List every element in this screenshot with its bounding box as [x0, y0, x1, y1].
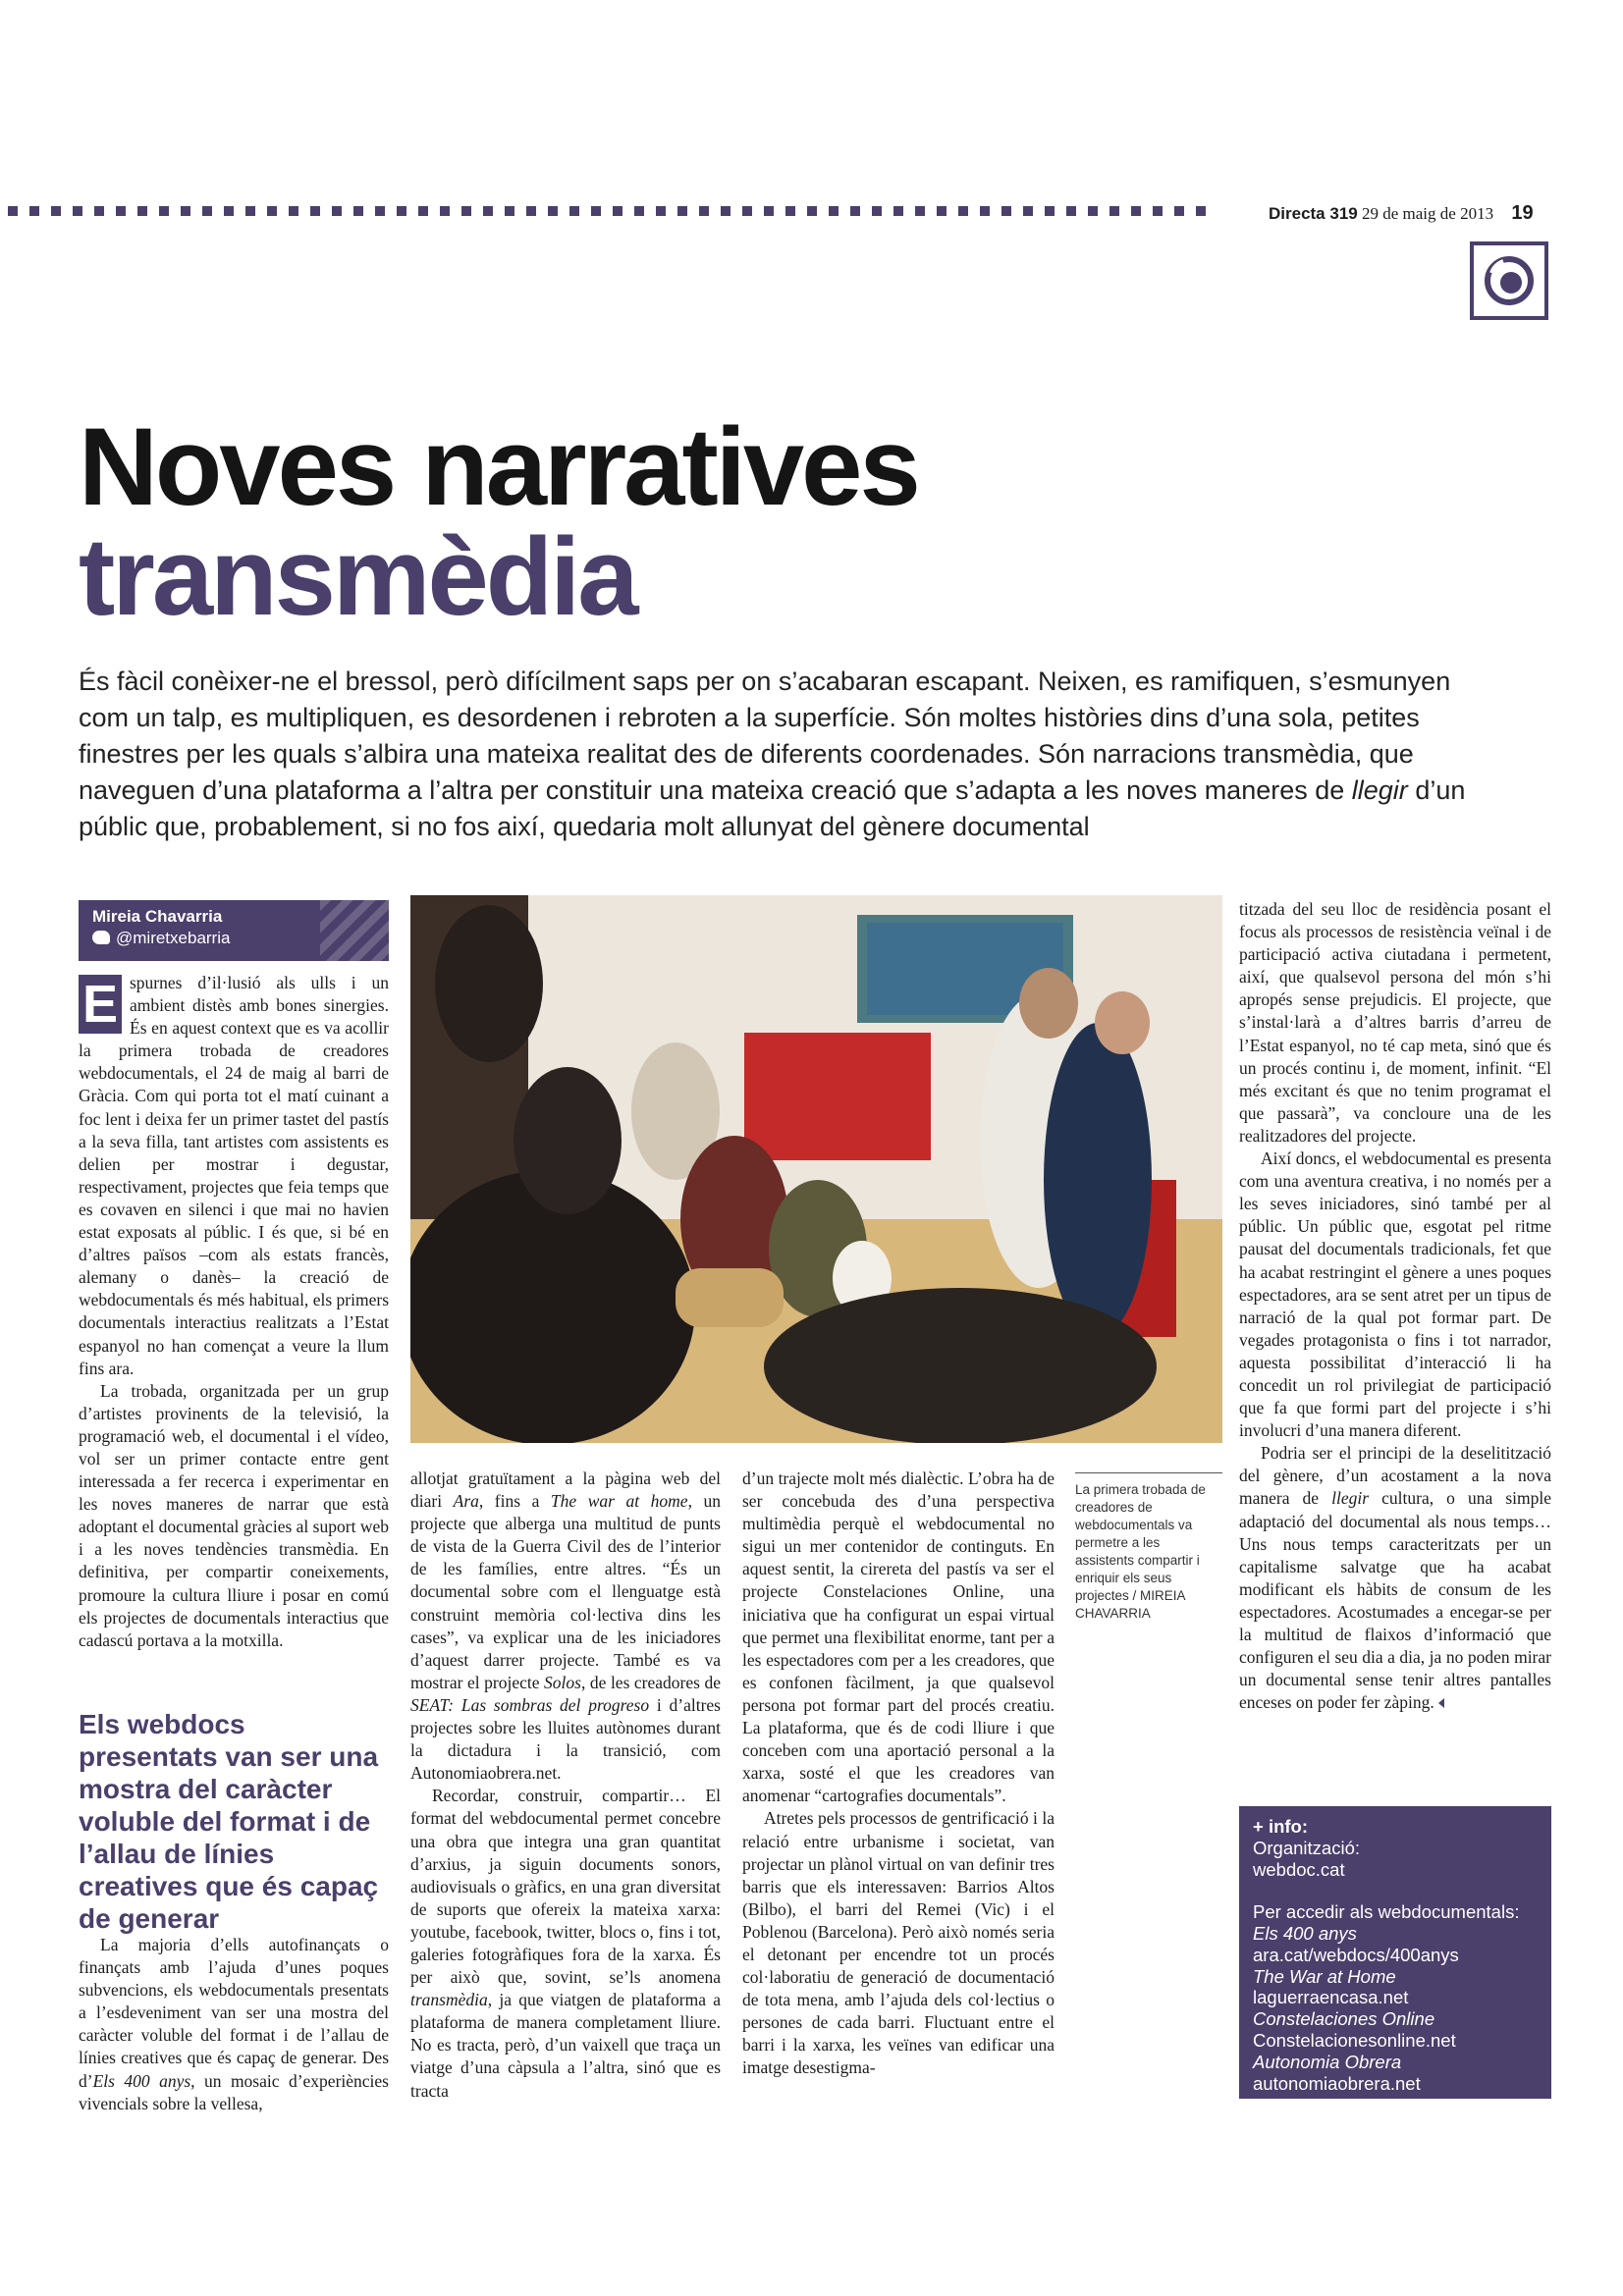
p4-text-e: i d’altres projectes sobre les lluites autònomes durant la dictadura i la transició, com Autonomiaobrera.net. — [410, 1694, 721, 1784]
p4-em-3: Solos — [544, 1672, 581, 1692]
p4-em-4: SEAT: Las sombras del progreso — [410, 1694, 650, 1715]
info-spacer — [1253, 1880, 1538, 1901]
photo-credit: MIREIA CHAVARRIA — [1075, 1588, 1185, 1621]
header-dot — [440, 206, 450, 216]
header-dot — [505, 206, 514, 216]
author-handle[interactable] — [92, 929, 375, 948]
issue-date: 29 de maig de 2013 — [1361, 204, 1494, 223]
header-dot — [1109, 206, 1119, 216]
header-dot — [915, 206, 925, 216]
p4-em-1: Ara — [453, 1491, 479, 1512]
header-dotted-rule — [8, 206, 1214, 218]
header-dot — [591, 206, 601, 216]
info-item-1-name: Els 400 anys — [1253, 1922, 1357, 1944]
info-access-label: Per accedir als webdocumentals: — [1253, 1901, 1520, 1923]
header-dot — [353, 206, 363, 216]
lead-text-end: d’un públic que, probablement, si no fos així, quedaria molt allunyat del gènere documental — [79, 775, 1466, 841]
info-org-url[interactable]: webdoc.cat — [1253, 1858, 1345, 1880]
header-dot — [677, 206, 687, 216]
page-number: 19 — [1511, 202, 1534, 224]
paragraph-7: Atretes pels processos de gentrificació i la relació entre urbanisme i societat, van projectar un plànol virtual on van definir tres barris que els interessaven: Barrios Altos (Bilbo), el barri del Remei (Vic) i el Poblenou (Barcelona). Però això només seria el detonant per encendre tot un procés col·laboratiu de generació de documentació de tota mena, amb l’ajuda dels col·lectius o persones de cada barri. Fluctuant entre el barri i la xarxa, les veïnes van edificar una imatge desestigma- — [742, 1808, 1055, 2078]
header-dot — [526, 206, 536, 216]
header-dot — [613, 206, 622, 216]
header-dot — [245, 206, 255, 216]
header-dot — [656, 206, 666, 216]
header-dot — [116, 206, 126, 216]
paragraph-2: La trobada, organitzada per un grup d’artistes provinents de la televisió, la programació web, el documental i el vídeo, vol ser un primer contacte entre gent interessada a fer recerca i experimentar en les noves maneres de narrar que està adoptant el documental gràcies al suport web i a les noves tendències transmèdia. En definitiva, per compartir coneixements, promoure la cultura lliure i posar en comú els projectes de documentals interactius que cadascú portava a la motxilla. — [79, 1380, 389, 1650]
paragraph-10 — [1239, 1442, 1551, 1714]
info-item-4-name: Autonomia Obrera — [1253, 2051, 1402, 2072]
header-dot — [267, 206, 277, 216]
title-line-1: Noves narratives — [79, 405, 918, 528]
p4-text-b: , fins a — [478, 1491, 551, 1512]
end-mark-icon — [1438, 1698, 1444, 1708]
header-dot — [1045, 206, 1055, 216]
column-3 — [742, 1468, 1055, 2080]
p4-text-c: , un projecte que alberga una multitud de punts de vista de la Guerra Civil des de l’interior de les famílies, entre altres. “És un documental sobre com el llenguatge està construint memòria col·lectiva dins les cases”, va explicar una de les iniciadores d’aquest darrer projecte. També es va mostrar el projecte — [410, 1491, 722, 1692]
header-dot — [73, 206, 82, 216]
info-item-3-url[interactable]: Constelacionesonline.net — [1253, 2029, 1456, 2051]
header-dot — [289, 206, 298, 216]
paragraph-3-text: La majoria d’ells autofinançats o finançats amb l’ajuda d’unes poques subvencions, els webdocumentals presentats a l’esdeveniment van ser una mostra del caràcter voluble del format i de l’allau de línies creatives que és capaç de generar. Des d’ — [79, 1935, 389, 2091]
article-lead — [79, 664, 1492, 845]
header-dot — [483, 206, 493, 216]
header-dot — [159, 206, 169, 216]
header-dot — [375, 206, 385, 216]
header-dot — [1174, 206, 1184, 216]
pull-quote: Els webdocs presentats van ser una mostra del caràcter voluble del format i de l’allau de línies creatives que és capaç de generar — [79, 1709, 379, 1934]
header-dot — [699, 206, 709, 216]
header-dot — [980, 206, 990, 216]
photo-illustration — [410, 895, 1222, 1443]
info-item-4-url[interactable]: autonomiaobrera.net — [1253, 2072, 1421, 2094]
header-dot — [224, 206, 234, 216]
caption-text: La primera trobada de creadores de webdocumentals va permetre a les assistents compartir i enriquir els seus projectes / — [1075, 1482, 1206, 1603]
header-dot — [850, 206, 860, 216]
header-dot — [742, 206, 752, 216]
header-dot — [1153, 206, 1163, 216]
handle-text: @miretxebarria — [116, 929, 231, 947]
section-badge — [1470, 241, 1548, 320]
header-dot — [634, 206, 644, 216]
eye-target-icon — [1474, 245, 1544, 316]
p5-em: transmèdia — [410, 1990, 488, 2010]
lead-text: És fàcil conèixer-ne el bressol, però difícilment saps per on s’acabaran escapant. Neixen, es ramifiquen, s’esmunyen com un talp, es multipliquen, es desordenen i rebroten a la superfície. Són moltes històries dins d’una sola, petites finestres per les quals s’albira una mateixa realitat des de diferents coordenades. Són narracions transmèdia, que naveguen d’una plataforma a l’altra per constituir una mateixa creació que s’adapta a les noves maneres de — [79, 667, 1451, 805]
p4-text-d: , de les creadores de — [580, 1672, 721, 1692]
paragraph-3 — [79, 1934, 389, 2115]
column-4 — [1239, 898, 1551, 1714]
header-dot — [548, 206, 558, 216]
header-dot — [1196, 206, 1206, 216]
paragraph-3-emphasis: Els 400 anys — [92, 2070, 191, 2091]
header-dot — [764, 206, 774, 216]
info-org-label: Organització: — [1253, 1837, 1360, 1858]
header-dot — [418, 206, 428, 216]
paragraph-1-text: spurnes d’il·lusió als ulls i un ambient distès amb bones sinergies. És en aquest context que es va acollir la primera trobada de creadores webdocumentals, el 24 de maig al barri de Gràcia. Com qui porta tot el matí cuinant a foc lent i deixa fer un primer tastet del pastís a la seva filla, tant artistes com assistents es delien per mostrar i degustar, respectivament, projectes que feia temps que es covaven en silenci i que mai no havien estat exposats al públic. I és que, si bé en d’altres països –com als estats francès, alemany o danès– la creació de webdocumentals és més habitual, els primers documentals interactius realitzats a l’Estat espanyol no han començat a veure la llum fins ara. — [79, 973, 389, 1378]
header-dot — [785, 206, 795, 216]
info-item-2-url[interactable]: laguerraencasa.net — [1253, 1987, 1409, 2008]
header-dot — [94, 206, 104, 216]
header-dot — [397, 206, 406, 216]
header-dot — [958, 206, 968, 216]
header-dot — [569, 206, 579, 216]
info-heading: + info: — [1253, 1816, 1309, 1837]
header-dot — [137, 206, 147, 216]
info-item-2-name: The War at Home — [1253, 1965, 1396, 1987]
author-name: Mireia Chavarria — [92, 907, 223, 926]
p5-text-a: Recordar, construir, compartir… El format del webdocumental permet concebre una obra que integra una gran quantitat d’arxius, ja siguin documents sonors, audiovisuals o gràfics, en una gran diversitat de suports que ofereix la mateixa xarxa: youtube, facebook, twitter, blocs o, fins i tot, galeries fotogràfiques fora de la xarxa. És per això que, sovint, se’ls anomena — [410, 1786, 721, 1988]
header-dot — [332, 206, 342, 216]
header-dot — [51, 206, 61, 216]
p4-text-a: allotjat gratuïtament a la pàgina web del diari — [410, 1468, 721, 1512]
info-box — [1239, 1806, 1551, 2099]
byline-box — [79, 900, 389, 961]
p10-em: llegir — [1331, 1488, 1370, 1509]
header-dot — [1023, 206, 1033, 216]
header-dot — [829, 206, 839, 216]
article-title — [79, 405, 918, 638]
twitter-bird-icon — [92, 931, 110, 944]
column-1-top — [79, 972, 389, 1652]
header-dot — [1066, 206, 1076, 216]
photo-caption — [1075, 1472, 1222, 1623]
header-dot — [872, 206, 882, 216]
p5-text-b: , ja que viatgen de plataforma a plataforma de manera completament lliure. No es tracta, però, d’un vaixell que traça un viatge d’una càpsula a l’altra, sinó que es tracta — [410, 1990, 721, 2101]
header-dot — [1001, 206, 1011, 216]
header-dot — [807, 206, 817, 216]
header-dot — [202, 206, 212, 216]
header-dot — [721, 206, 730, 216]
p10-text-b: cultura, o una simple adaptació del documental als nous temps… Uns nous temps caracteritzats per un capitalisme salvatge que ha acabat modificant els hàbits de consum de les espectadores. Acostumades a encegar-se per la multitud de flaixos d’informació que configuren el seu dia a dia, ja no poden mirar un documental sense tenir altres pantalles enceses on poder fer zàping. — [1239, 1488, 1551, 1713]
paragraph-8: titzada del seu lloc de residència posant el focus als processos de resistència veïnal i de participació activa ciutadana i permetent, així, que qualsevol persona del món s’hi apropés sense prejudicis. El projecte, que s’instal·larà a d’altres barris d’arreu de l’Estat espanyol, no té cap meta, sinó que és un procés continu i, de moment, infinit. “El més excitant és que no tenim programat el que passarà”, va concloure una de les realitzadores del projecte. — [1239, 899, 1551, 1146]
title-line-2: transmèdia — [79, 515, 636, 638]
lead-emphasis: llegir — [1351, 775, 1408, 805]
header-dot — [310, 206, 320, 216]
info-item-1-url[interactable]: ara.cat/webdocs/400anys — [1253, 1944, 1459, 1965]
header-dot — [29, 206, 39, 216]
header-dot — [1131, 206, 1141, 216]
paragraph-1 — [79, 972, 389, 1380]
paragraph-9: Així doncs, el webdocumental es presenta com una aventura creativa, i no només per a les seves iniciadores, sinó també per al públic. Un públic que, esgotat pel ritme pausat del documentals tradicionals, fet que ha acabat restringint el gènere a unes poques espectadores, ara se sent atret per un tipus de narració de la qual pot formar part. De vegades protagonista o fins i tot narrador, aquesta possibilitat d’interacció li ha concedit un rol privilegiat de participació que fa que formi part del projecte i s’hi involucri d’una manera diferent. — [1239, 1148, 1551, 1441]
drop-cap: E — [79, 975, 122, 1034]
publication-name: Directa 319 — [1269, 204, 1358, 223]
column-1-bottom — [79, 1934, 389, 2115]
p4-em-2: The war at home — [550, 1491, 688, 1512]
header-dot — [1088, 206, 1098, 216]
paragraph-6: d’un trajecte molt més dialèctic. L’obra ha de ser concebuda des d’una perspectiva multimèdia perquè el webdocumental no sigui un mer contenidor de continguts. En aquest sentit, la cirereta del pastís va ser el projecte Constelaciones Online, una iniciativa que ha configurat un espai virtual que permet una flexibilitat enorme, tant per a les espectadores com per a les creadores, que es confonen fàcilment, ja que qualsevol persona pot formar part del procés creatiu. La plataforma, que és de codi lliure i que conceben com una aportació personal a la xarxa, sosté el que les creadores van anomenar “cartografies documentals”. — [742, 1468, 1055, 1806]
paragraph-4 — [410, 1468, 721, 1785]
article-photo — [410, 895, 1222, 1443]
p10-text-a: Podria ser el principi de la deselitització del gènere, d’un acostament a la nova manera de — [1239, 1443, 1551, 1509]
header-dot — [181, 206, 190, 216]
header-dot — [461, 206, 471, 216]
info-item-3-name: Constelaciones Online — [1253, 2008, 1435, 2030]
paragraph-5 — [410, 1785, 721, 2102]
header-dot — [8, 206, 18, 216]
paragraph-3-text-end: , un mosaic d’experiències vivencials sobre la vellesa, — [79, 2070, 389, 2113]
header-dot — [893, 206, 903, 216]
page-folio — [1269, 202, 1534, 225]
column-2 — [410, 1468, 721, 2103]
header-dot — [937, 206, 947, 216]
